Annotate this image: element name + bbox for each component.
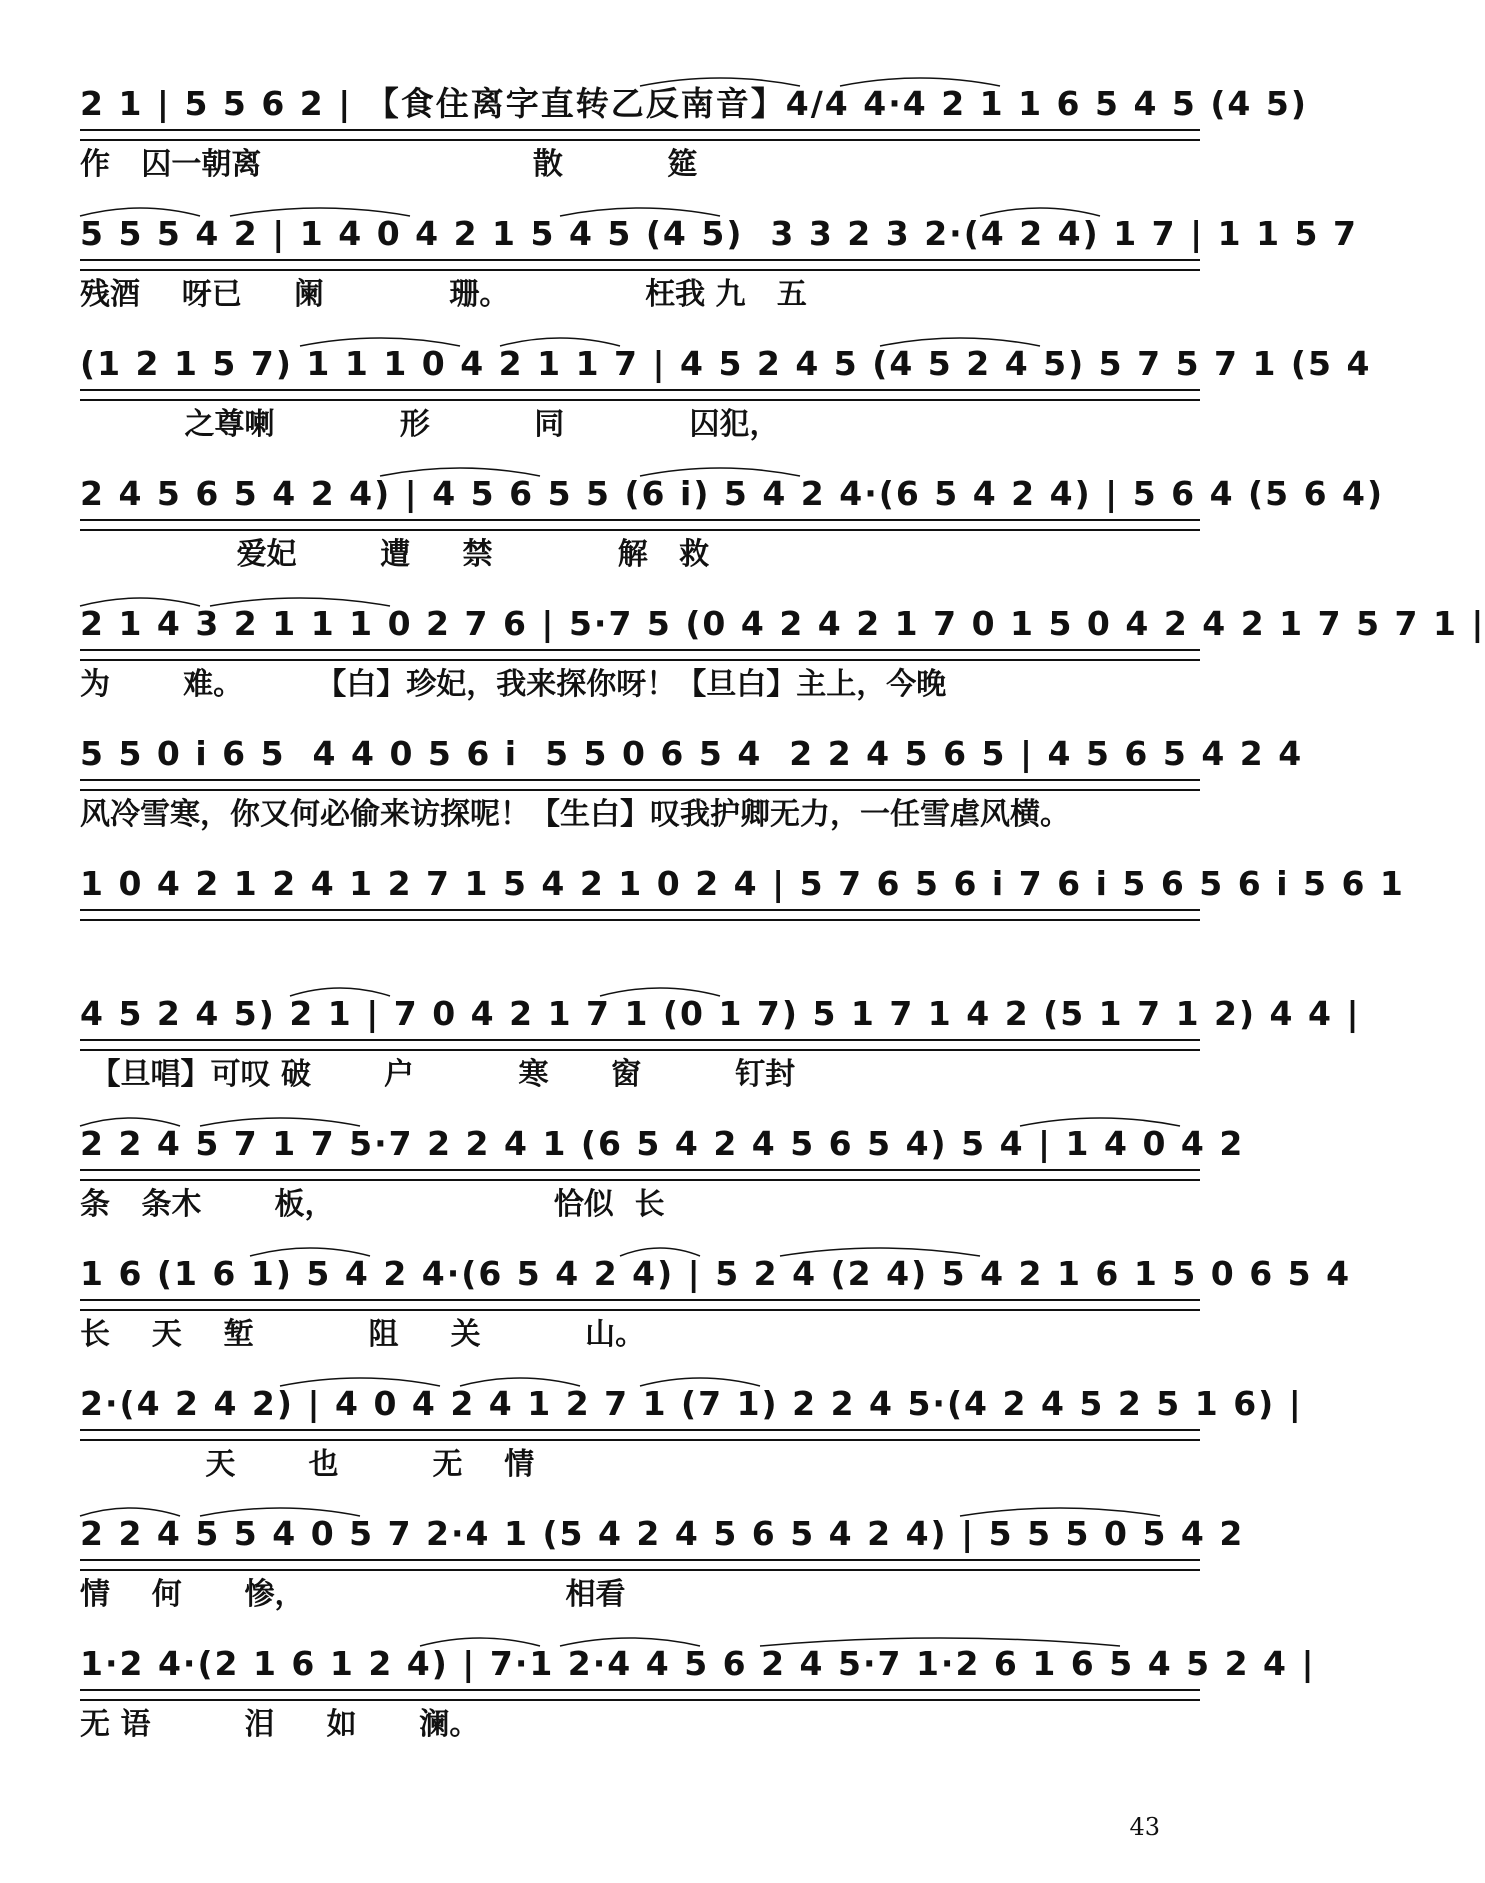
lyrics-line: 【旦唱】可叹 破 户 寒 窗 钉封 xyxy=(80,1057,796,1092)
score-system-12 xyxy=(80,1510,1245,1630)
lyrics-line: 残酒 呀已 阑 珊。 枉我 九 五 xyxy=(80,277,807,312)
notation-line: 5 5 5 4 2 | 1 4 0 4 2 1 5 4 5 (4 5) 3 3 2 3 2·(4 2 4) 1 7 | 1 1 5 7 xyxy=(80,214,1358,253)
lyrics-line: 爱妃 遭 禁 解 救 xyxy=(80,537,710,572)
notation-line: 2 1 | 5 5 6 2 | 【食住离字直转乙反南音】4/4 4·4 2 1 1 6 5 4 5 (4 5) xyxy=(80,84,1308,123)
score-system-7 xyxy=(80,860,1405,980)
beam-underline xyxy=(80,129,1200,141)
lyrics-line xyxy=(80,922,1200,968)
beam-underline xyxy=(80,1169,1200,1181)
notation-line: 4 5 2 4 5) 2 1 | 7 0 4 2 1 7 1 (0 1 7) 5 1 7 1 4 2 (5 1 7 1 2) 4 4 | xyxy=(80,994,1361,1033)
beam-underline xyxy=(80,1689,1200,1701)
notation-line: 1 6 (1 6 1) 5 4 2 4·(6 5 4 2 4) | 5 2 4 (2 4) 5 4 2 1 6 1 5 0 6 5 4 xyxy=(80,1254,1352,1293)
lyrics-line: 无 语 泪 如 澜。 xyxy=(80,1707,480,1742)
lyrics-line: 为 难。 【白】珍妃，我来探你呀！【旦白】主上，今晚 xyxy=(80,667,947,702)
notation-line: 2 4 5 6 5 4 2 4) | 4 5 6 5 5 (6 i) 5 4 2 4·(6 5 4 2 4) | 5 6 4 (5 6 4) xyxy=(80,474,1385,513)
beam-underline xyxy=(80,779,1200,791)
notation-line: 2 2 4 5 7 1 7 5·7 2 2 4 1 (6 5 4 2 4 5 6 5 4) 5 4 | 1 4 0 4 2 xyxy=(80,1124,1245,1163)
notation-line: 2 1 4 3 2 1 1 1 0 2 7 6 | 5·7 5 (0 4 2 4 2 1 7 0 1 5 0 4 2 4 2 1 7 5 7 1 | xyxy=(80,604,1485,643)
notation-line: 2 2 4 5 5 4 0 5 7 2·4 1 (5 4 2 4 5 6 5 4 2 4) | 5 5 5 0 5 4 2 xyxy=(80,1514,1245,1553)
score-system-9 xyxy=(80,1120,1245,1240)
score-system-8 xyxy=(80,990,1361,1110)
lyrics-line: 长 天 堑 阻 关 山。 xyxy=(80,1317,646,1352)
notation-line: 1 0 4 2 1 2 4 1 2 7 1 5 4 2 1 0 2 4 | 5 7 6 5 6 i 7 6 i 5 6 5 6 i 5 6 1 xyxy=(80,864,1405,903)
score-system-13 xyxy=(80,1640,1316,1760)
score-system-1 xyxy=(80,80,1308,200)
beam-underline xyxy=(80,389,1200,401)
notation-line: 5 5 0 i 6 5 4 4 0 5 6 i 5 5 0 6 5 4 2 2 4 5 6 5 | 4 5 6 5 4 2 4 xyxy=(80,734,1304,773)
lyrics-line: 天 也 无 情 xyxy=(80,1447,535,1482)
beam-underline xyxy=(80,649,1200,661)
beam-underline xyxy=(80,1299,1200,1311)
score-system-2 xyxy=(80,210,1358,330)
lyrics-line: 条 条木 板， 恰似 长 xyxy=(80,1187,665,1222)
score-system-10 xyxy=(80,1250,1352,1370)
lyrics-line: 情 何 惨， 相看 xyxy=(80,1577,626,1612)
notation-line: 1·2 4·(2 1 6 1 2 4) | 7·1 2·4 4 5 6 2 4 5·7 1·2 6 1 6 5 4 5 2 4 | xyxy=(80,1644,1316,1683)
beam-underline xyxy=(80,1429,1200,1441)
score-system-11 xyxy=(80,1380,1303,1500)
beam-underline xyxy=(80,519,1200,531)
score-system-6 xyxy=(80,730,1304,850)
lyrics-line: 风冷雪寒，你又何必偷来访探呢！【生白】叹我护卿无力，一任雪虐风横。 xyxy=(80,797,1070,832)
beam-underline xyxy=(80,259,1200,271)
notation-line: (1 2 1 5 7) 1 1 1 0 4 2 1 1 7 | 4 5 2 4 5 (4 5 2 4 5) 5 7 5 7 1 (5 4 xyxy=(80,344,1372,383)
beam-underline xyxy=(80,1039,1200,1051)
score-system-3 xyxy=(80,340,1372,460)
lyrics-line: 作 囚一朝离 散 筵 xyxy=(80,147,698,182)
score-system-5 xyxy=(80,600,1485,720)
beam-underline xyxy=(80,909,1200,921)
beam-underline xyxy=(80,1559,1200,1571)
score-system-4 xyxy=(80,470,1385,590)
lyrics-line: 之尊喇 形 同 囚犯， xyxy=(80,407,780,442)
page-number: 43 xyxy=(1129,1813,1160,1841)
notation-line: 2·(4 2 4 2) | 4 0 4 2 4 1 2 7 1 (7 1) 2 2 4 5·(4 2 4 5 2 5 1 6) | xyxy=(80,1384,1303,1423)
